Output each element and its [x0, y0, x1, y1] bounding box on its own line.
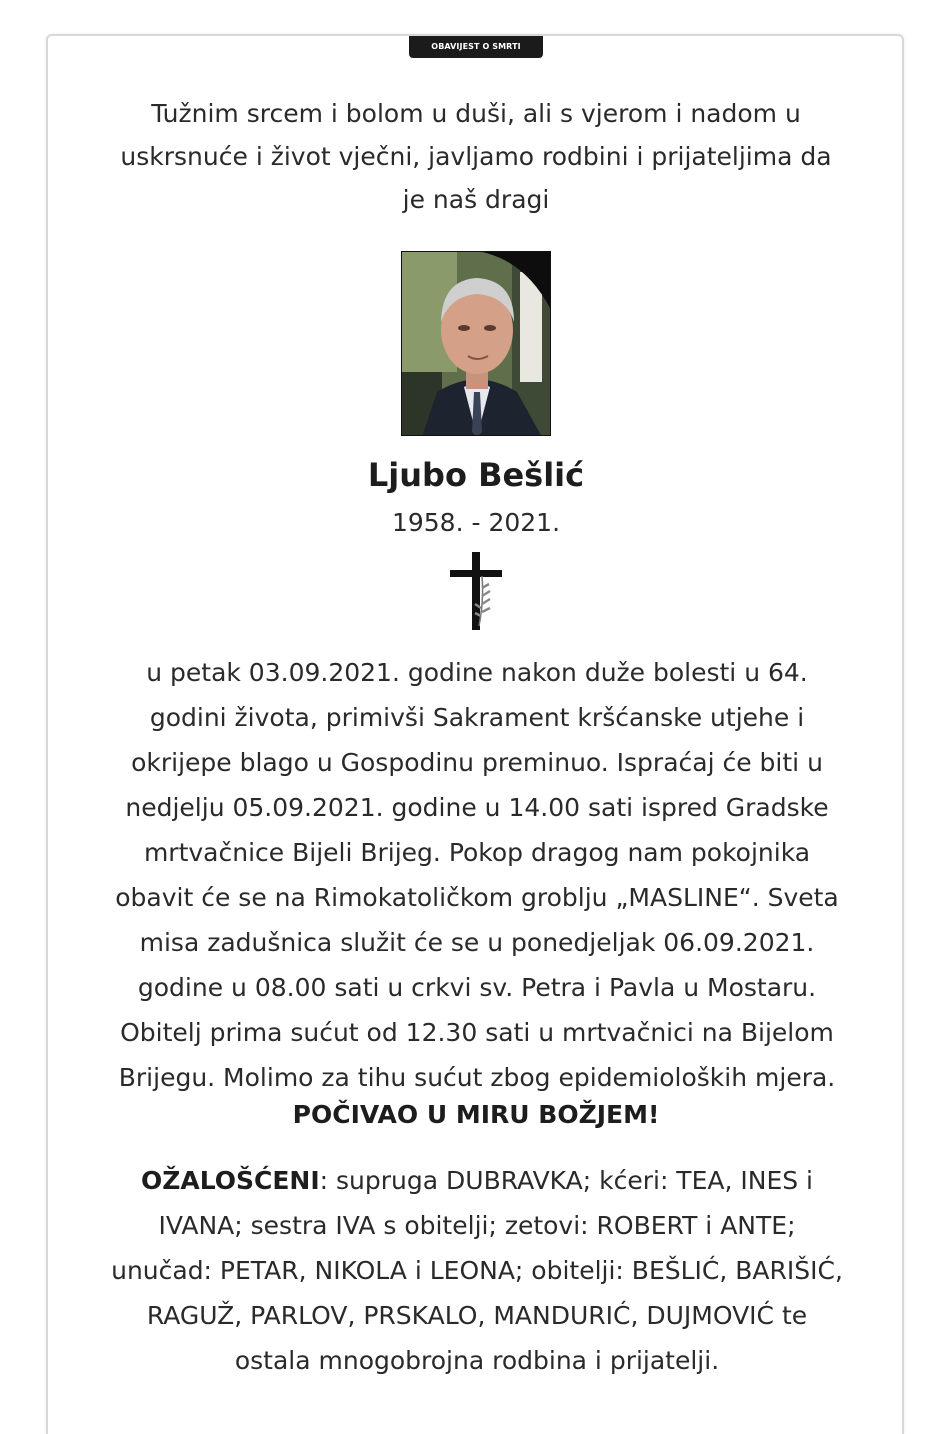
mourners-list: [92, 1158, 862, 1383]
cross-with-palm-icon: [446, 550, 506, 632]
intro-line: uskrsnuće i život vječni, javljamo rodbini i prijateljima da: [120, 142, 832, 171]
mourners-label: OŽALOŠĆENI: [140, 1166, 320, 1195]
portrait-image: [402, 252, 551, 436]
intro-line: je naš dragi: [402, 185, 550, 214]
notice-line: mrtvačnice Bijeli Brijeg. Pokop dragog nam pokojnika: [143, 838, 811, 867]
rest-in-peace-heading: POČIVAO U MIRU BOŽJEM!: [292, 1100, 660, 1129]
notice-line: okrijepe blago u Gospodinu preminuo. Ispraćaj će biti u: [131, 748, 823, 777]
mourners-line: RAGUŽ, PARLOV, PRSKALO, MANDURIĆ, DUJMOVIĆ te: [146, 1301, 808, 1330]
notice-line: obavit će se na Rimokatoličkom groblju „MASLINE“. Sveta: [115, 883, 839, 912]
mourners-line: [92, 1158, 862, 1203]
notice-type-tag: OBAVIJEST O SMRTI: [409, 36, 543, 58]
mourners-line: IVANA; sestra IVA s obitelji; zetovi: ROBERT i ANTE;: [158, 1211, 796, 1240]
intro-text: [96, 92, 856, 221]
notice-line: Brijegu. Molimo za tihu sućut zbog epidemioloških mjera.: [118, 1063, 836, 1092]
notice-body: [92, 650, 862, 1100]
mourners-line: unučad: PETAR, NIKOLA i LEONA; obitelji: BEŠLIĆ, BARIŠIĆ,: [111, 1256, 843, 1285]
mourners-first-line: : supruga DUBRAVKA; kćeri: TEA, INES i: [319, 1166, 814, 1195]
portrait-photo: [401, 251, 551, 436]
deceased-name: Ljubo Bešlić: [367, 456, 585, 494]
notice-line: godini života, primivši Sakrament kršćanske utjehe i: [149, 703, 805, 732]
mourners-line: ostala mnogobrojna rodbina i prijatelji.: [234, 1346, 720, 1375]
notice-line: misa zadušnica služit će se u ponedjeljak 06.09.2021.: [139, 928, 815, 957]
notice-line: godine u 08.00 sati u crkvi sv. Petra i Pavla u Mostaru.: [137, 973, 817, 1002]
notice-line: Obitelj prima sućut od 12.30 sati u mrtvačnici na Bijelom: [120, 1018, 834, 1047]
intro-line: Tužnim srcem i bolom u duši, ali s vjerom i nadom u: [151, 99, 801, 128]
notice-line: nedjelju 05.09.2021. godine u 14.00 sati ispred Gradske: [125, 793, 829, 822]
notice-line: u petak 03.09.2021. godine nakon duže bolesti u 64.: [146, 658, 808, 687]
life-years: 1958. - 2021.: [391, 508, 561, 537]
